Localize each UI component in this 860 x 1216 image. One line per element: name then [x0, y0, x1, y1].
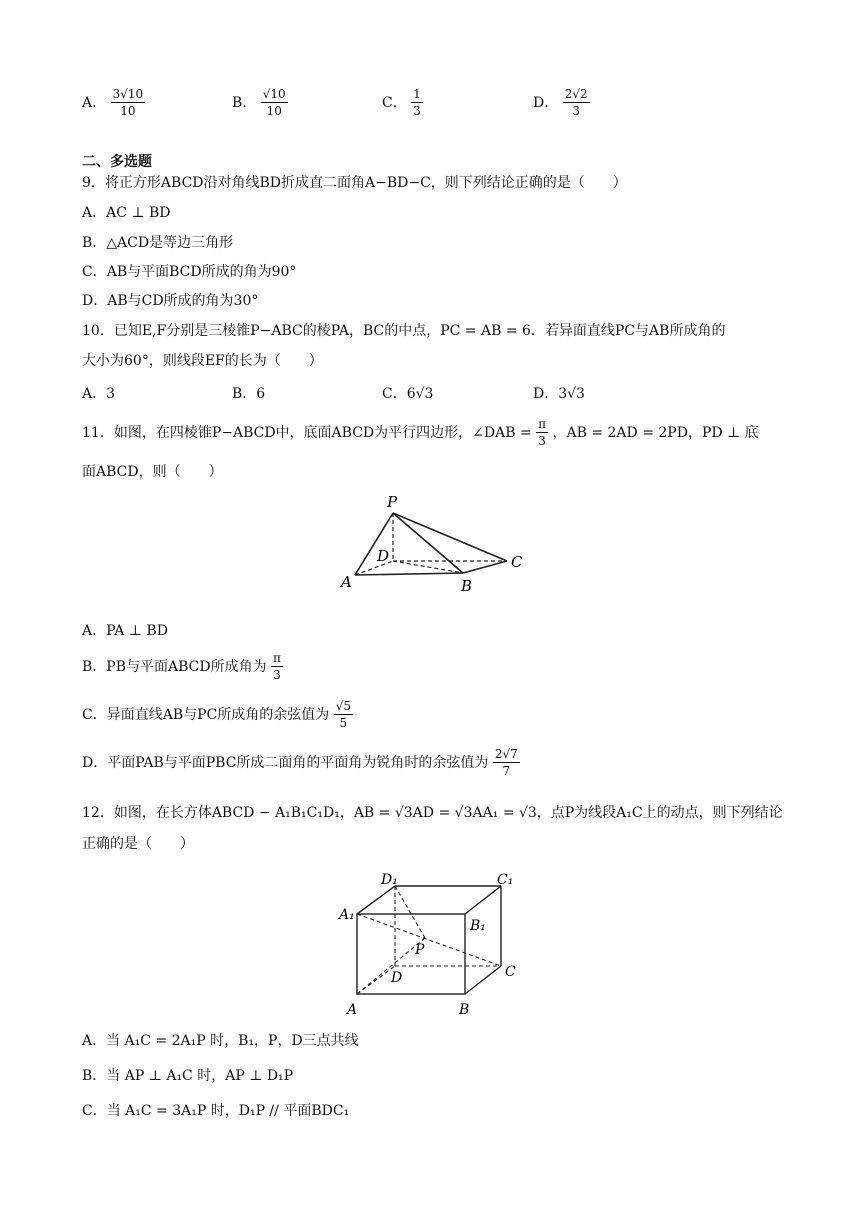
q8-option-b-fraction: $\frac{√10}{10}$ — [262, 87, 286, 119]
label-p: P — [387, 493, 398, 511]
label-b1: B₁ — [470, 918, 486, 934]
label-a1: A₁ — [339, 907, 355, 923]
q9-stem: 9．将正方形ABCD沿对角线BD折成直二面角A−BD−C，则下列结论正确的是（ ） — [82, 175, 627, 191]
label-d: D — [391, 970, 403, 986]
q11-option-d: D．平面PAB与平面PBC所成二面角的平面角为锐角时的余弦值为 $\frac{2√7}{7}$ — [82, 747, 518, 779]
q8-option-a: A． $\frac{3√10}{10}$ — [82, 87, 144, 119]
q10-option-d: D．3√3 — [533, 386, 585, 402]
q11-option-c-fraction: $\frac{√5}{5}$ — [335, 699, 351, 731]
q11-stem-line2: 面ABCD，则（ ） — [82, 464, 223, 480]
front-face — [357, 914, 465, 994]
label-d1: D₁ — [381, 872, 398, 888]
q10-option-a: A．3 — [82, 386, 116, 402]
q9-option-c: C．AB与平面BCD所成的角为90° — [82, 264, 297, 280]
q10-stem-line1: 10．已知E,F分别是三棱锥P−ABC的棱PA，BC的中点，PC = AB = 6．若异面直线PC与AB所成角的 — [82, 323, 726, 339]
q9-option-d: D．AB与CD所成的角为30° — [82, 293, 259, 309]
edge-ab — [355, 573, 463, 575]
label-b: B — [461, 577, 473, 595]
q11-option-a: A．PA ⊥ BD — [82, 623, 168, 639]
q8-option-d-fraction: $\frac{2√2}{3}$ — [564, 87, 588, 119]
q8-option-d: D． $\frac{2√2}{3}$ — [533, 87, 588, 119]
edge-bc — [465, 966, 501, 994]
q11-stem-line1: 11．如图，在四棱锥P−ABCD中，底面ABCD为平行四边形，∠DAB = $\frac{\pi}{3}$ ，AB = 2AD = 2PD，PD ⊥ 底 — [82, 417, 759, 449]
edge-pb — [393, 513, 463, 573]
q8-option-c: C． $\frac{1}{3}$ — [382, 87, 421, 119]
q11-option-b: B．PB与平面ABCD所成角为 $\frac{\pi}{3}$ — [82, 651, 281, 683]
q12-option-b: B．当 AP ⊥ A₁C 时，AP ⊥ D₁P — [82, 1068, 294, 1084]
label-a: A — [341, 573, 352, 591]
q11-option-d-fraction: $\frac{2√7}{7}$ — [494, 747, 518, 779]
q8-option-a-fraction: $\frac{3√10}{10}$ — [112, 87, 144, 119]
label-b: B — [459, 1002, 470, 1018]
q12-option-a: A．当 A₁C = 2A₁P 时，B₁，P，D三点共线 — [82, 1033, 359, 1049]
q12-cuboid-figure — [335, 868, 535, 1020]
q8-option-c-fraction: $\frac{1}{3}$ — [413, 87, 421, 119]
label-d: D — [377, 547, 390, 565]
q8-option-b: B． $\frac{√10}{10}$ — [232, 87, 286, 119]
q12-stem-line1: 12．如图，在长方体ABCD − A₁B₁C₁D₁，AB = √3AD = √3AA₁ = √3，点P为线段A₁C上的动点，则下列结论 — [82, 805, 783, 821]
section-heading: 二、多选题 — [82, 154, 152, 170]
label-a: A — [347, 1002, 358, 1018]
q12-stem-line2: 正确的是（ ） — [82, 836, 194, 852]
edge-a1d1 — [357, 886, 395, 914]
edge-b1c1 — [465, 886, 501, 914]
label-c: C — [505, 964, 516, 980]
edge-bc — [463, 561, 507, 573]
edge-pc — [393, 513, 507, 561]
edge-pa — [355, 513, 393, 575]
q11-option-c: C．异面直线AB与PC所成角的余弦值为 $\frac{√5}{5}$ — [82, 699, 351, 731]
q12-option-c: C．当 A₁C = 3A₁P 时，D₁P // 平面BDC₁ — [82, 1103, 350, 1119]
q9-option-a: A．AC ⊥ BD — [82, 205, 171, 221]
q10-option-b: B．6 — [232, 386, 266, 402]
q11-option-b-fraction: $\frac{\pi}{3}$ — [273, 651, 281, 683]
label-p: P — [415, 942, 425, 958]
edge-db — [393, 561, 463, 573]
q11-pyramid-figure — [335, 493, 535, 598]
label-c: C — [511, 553, 523, 571]
label-c1: C₁ — [497, 872, 514, 888]
q9-option-b: B．△ACD是等边三角形 — [82, 235, 234, 251]
q10-stem-line2: 大小为60°，则线段EF的长为（ ） — [82, 353, 323, 369]
segment-d1p — [395, 886, 425, 938]
q11-angle-fraction: $\frac{\pi}{3}$ — [538, 417, 547, 449]
q10-option-c: C．6√3 — [382, 386, 434, 402]
